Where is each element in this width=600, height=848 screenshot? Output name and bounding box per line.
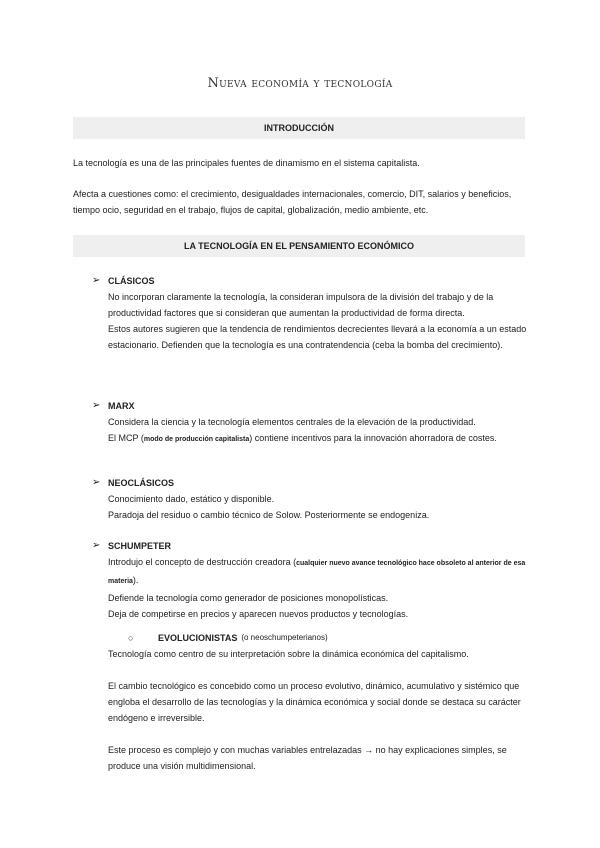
item-clasicos — [92, 273, 532, 353]
page-title: Nueva economía y tecnología — [207, 76, 393, 91]
evolucionistas-paragraph-1: Tecnología como centro de su interpretación sobre la dinámica económica del capitalismo. — [108, 649, 469, 659]
clasicos-paragraph-1: No incorporan claramente la tecnología, la consideran impulsora de la división del trabajo y de la productividad factores que si consideran que aumentan la productividad de forma directa. — [108, 292, 494, 318]
bullet-arrow-icon: ➢ — [92, 477, 101, 488]
marx-p2-prefix: El MCP ( — [108, 433, 144, 443]
item-neoclasicos-body — [92, 491, 532, 523]
item-schumpeter-header — [92, 538, 532, 554]
item-marx-body — [92, 414, 532, 448]
circle-bullet-icon: ○ — [128, 633, 134, 643]
evolucionistas-title: EVOLUCIONISTAS — [158, 633, 238, 643]
neoclasicos-paragraph-2: Paradoja del residuo o cambio técnico de Solow. Posteriormente se endogeniza. — [108, 510, 430, 520]
evolucionistas-paragraph-3: Este proceso es complejo y con muchas variables entrelazadas → no hay explicaciones simples, se produce una visión multidimensional. — [108, 745, 507, 771]
intro-paragraph-2: Afecta a cuestiones como: el crecimiento, desigualdades internacionales, comercio, DIT, salarios y beneficios, tiempo ocio, seguridad en el trabajo, flujos de capital, globalización, medio ambiente, etc. — [73, 189, 512, 215]
neoclasicos-paragraph-1: Conocimiento dado, estático y disponible. — [108, 494, 275, 504]
marx-paragraph-2 — [108, 430, 532, 448]
section-heading-pensamiento: LA TECNOLOGÍA EN EL PENSAMIENTO ECONÓMICO — [73, 235, 525, 257]
schumpeter-paragraph-1 — [108, 554, 532, 590]
bullet-arrow-icon: ➢ — [92, 275, 101, 286]
item-neoclasicos-title: NEOCLÁSICOS — [108, 478, 175, 488]
schumpeter-p1-note: cualquier nuevo avance tecnológico hace obsoleto al anterior de esa materia — [108, 560, 526, 585]
section-heading-introduccion: INTRODUCCIÓN — [73, 117, 525, 139]
bullet-arrow-icon: ➢ — [92, 540, 101, 551]
item-neoclasicos-header — [92, 475, 532, 491]
item-schumpeter-body — [92, 554, 532, 622]
subitem-evolucionistas-header — [108, 630, 528, 646]
marx-p2-suffix: ) contiene incentivos para la innovación ahorradora de costes. — [249, 433, 497, 443]
marx-p2-note: modo de producción capitalista — [143, 436, 250, 443]
subitem-evolucionistas — [108, 630, 528, 774]
marx-paragraph-1: Considera la ciencia y la tecnología elementos centrales de la elevación de la productividad. — [108, 417, 476, 427]
item-marx-header — [92, 398, 532, 414]
schumpeter-paragraph-2: Defiende la tecnología como generador de posiciones monopolísticas. — [108, 593, 389, 603]
item-neoclasicos — [92, 475, 532, 523]
item-marx — [92, 398, 532, 448]
evolucionistas-paragraph-2: El cambio tecnológico es concebido como un proceso evolutivo, dinámico, acumulativo y sistémico que engloba el desarrollo de las tecnologías y la dinámica económica y social donde se destaca su carácter endógeno e irreversible. — [108, 681, 521, 723]
schumpeter-p1-prefix: Introdujo el concepto de destrucción creadora ( — [108, 557, 297, 567]
evolucionistas-note: (o neoschumpeterianos) — [241, 633, 328, 642]
item-marx-title: MARX — [108, 401, 135, 411]
clasicos-paragraph-2: Estos autores sugieren que la tendencia de rendimientos decrecientes llevará a la economía a un estado estacionario. Defienden que la tecnología es una contratendencia (ceba la bomba del crecimiento). — [108, 324, 527, 350]
spacer — [108, 662, 528, 678]
item-schumpeter-title: SCHUMPETER — [108, 541, 172, 551]
intro-paragraph-1: La tecnología es una de las principales fuentes de dinamismo en el sistema capitalista. — [73, 158, 420, 168]
item-clasicos-header — [92, 273, 532, 289]
schumpeter-paragraph-3: Deja de competirse en precios y aparecen nuevos productos y tecnologías. — [108, 609, 409, 619]
item-clasicos-body — [92, 289, 532, 353]
bullet-arrow-icon: ➢ — [92, 400, 101, 411]
schumpeter-p1-suffix: ). — [132, 575, 139, 585]
item-clasicos-title: CLÁSICOS — [108, 276, 155, 286]
item-schumpeter — [92, 538, 532, 622]
spacer — [108, 726, 528, 742]
